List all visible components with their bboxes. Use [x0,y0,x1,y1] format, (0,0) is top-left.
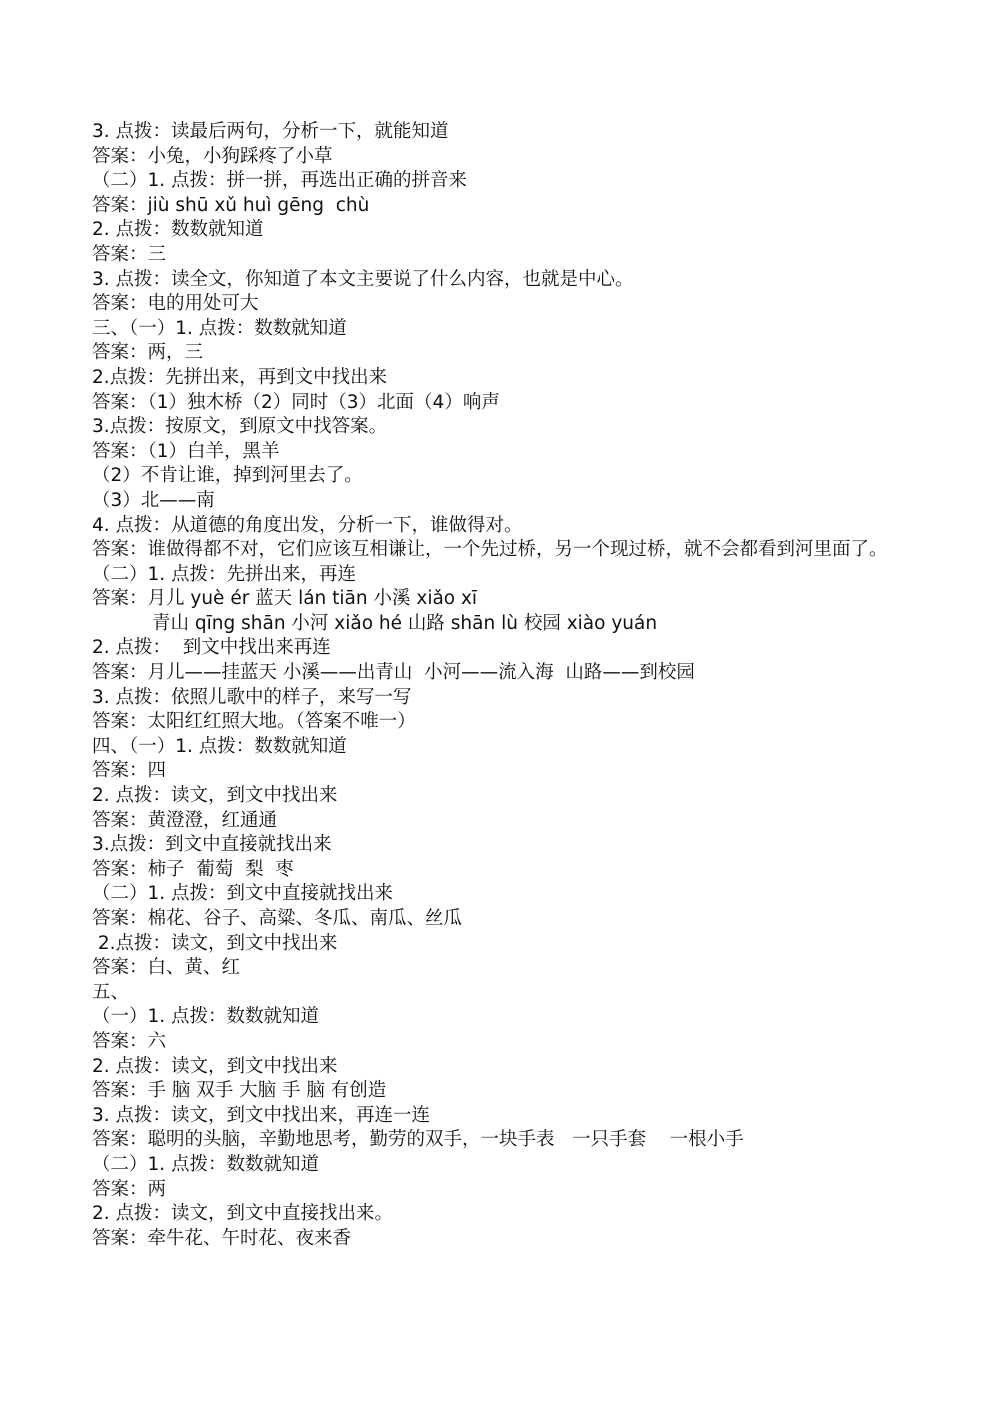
text-line: 答案：手 脑 双手 大脑 手 脑 有创造 [92,1080,387,1102]
text-line: 答案：电的用处可大 [92,293,259,315]
text-line: 五、 [92,981,130,1003]
text-line: 答案：六 [92,1030,167,1052]
text-line: （二）1. 点拨：数数就知道 [92,1153,320,1175]
text-line: 答案：棉花、谷子、高粱、冬瓜、南瓜、丝瓜 [92,908,463,929]
text-line: 3. 点拨：读全文，你知道了本文主要说了什么内容，也就是中心。 [92,268,634,290]
text-line: 3. 点拨：依照儿歌中的样子，来写一写 [92,686,412,708]
text-line: 答案：月儿——挂蓝天 小溪——出青山 小河——流入海 山路——到校园 [92,662,695,684]
text-line: （一）1. 点拨：数数就知道 [92,1006,320,1028]
text-line: 答案：牵牛花、午时花、夜来香 [92,1227,352,1249]
text-line: 2.点拨：先拼出来，再到文中找出来 [92,366,388,388]
text-line: （3）北——南 [92,489,215,511]
text-line: 答案：两 [92,1178,167,1200]
text-line: （2）不肯让谁，掉到河里去了。 [92,465,363,487]
text-line: 答案：jiù shū xǔ huì gēng chù [92,194,370,216]
text-line: 答案：太阳红红照大地。（答案不唯一） [92,711,416,733]
text-line: 2. 点拨：读文，到文中直接找出来。 [92,1203,394,1225]
text-line: 2.点拨：读文，到文中找出来 [92,932,338,954]
text-line: 4. 点拨：从道德的角度出发，分析一下，谁做得对。 [92,514,523,536]
answer-text-block [92,120,952,1251]
text-line: 2. 点拨：读文，到文中找出来 [92,1055,338,1077]
text-line: 答案：（1）白羊，黑羊 [92,440,280,462]
text-line: 四、（一）1. 点拨：数数就知道 [92,735,347,757]
text-line: 答案：黄澄澄，红通通 [92,809,278,831]
text-line: 3.点拨：到文中直接就找出来 [92,834,332,856]
text-line: 3.点拨：按原文，到原文中找答案。 [92,416,388,438]
text-line: 三、（一）1. 点拨：数数就知道 [92,317,347,339]
text-line: 答案：（1）独木桥（2）同时（3）北面（4）响声 [92,391,500,413]
text-line: 3. 点拨：读最后两句，分析一下，就能知道 [92,121,449,142]
text-line: 答案：月儿 yuè ér 蓝天 lán tiān 小溪 xiǎo xī [92,588,478,610]
text-line: （二）1. 点拨：到文中直接就找出来 [92,883,394,905]
text-line: 2. 点拨：数数就知道 [92,219,264,241]
text-line: 2. 点拨：读文，到文中找出来 [92,785,338,807]
text-line: 2. 点拨： 到文中找出来再连 [92,637,331,659]
text-line: 青山 qīng shān 小河 xiǎo hé 山路 shān lù 校园 xiào yuán [152,612,658,634]
text-line: （二）1. 点拨：先拼出来，再连 [92,563,357,585]
text-line: 答案：四 [92,760,167,782]
text-line: 3. 点拨：读文，到文中找出来，再连一连 [92,1104,431,1126]
text-line: 答案：三 [92,243,167,265]
text-line: 答案：柿子 葡萄 梨 枣 [92,858,294,880]
text-line: 答案：谁做得都不对，它们应该互相谦让，一个先过桥，另一个现过桥，就不会都看到河里面了。 [92,539,888,561]
text-line: 答案：两，三 [92,342,204,364]
text-line: 答案：聪明的头脑，辛勤地思考，勤劳的双手，一块手表 一只手套 一根小手 [92,1129,744,1151]
text-line: 答案：小兔，小狗踩疼了小草 [92,145,333,167]
text-line: 答案：白、黄、红 [92,957,241,979]
text-line: （二）1. 点拨：拼一拼，再选出正确的拼音来 [92,170,468,192]
